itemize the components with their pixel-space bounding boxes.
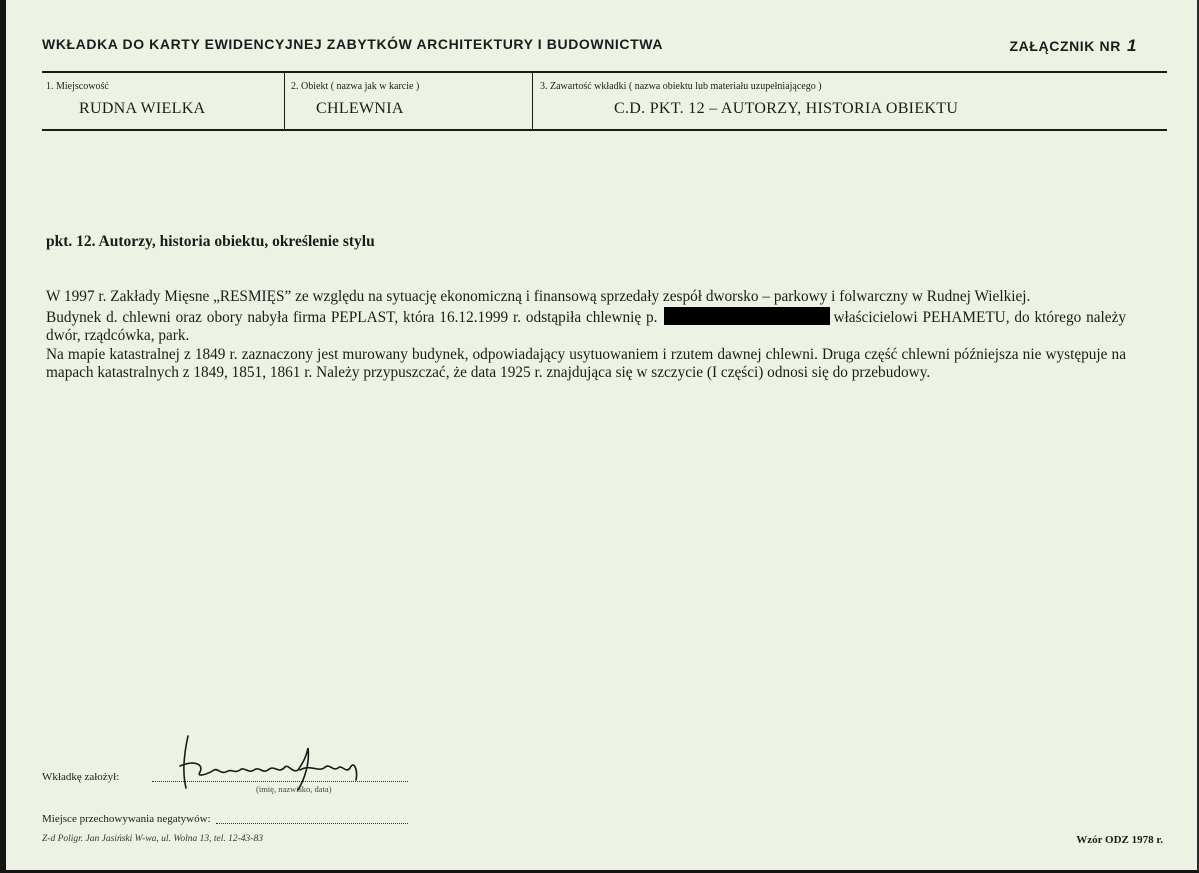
annex-text: ZAŁĄCZNIK NR	[1009, 38, 1121, 54]
annex-number: 1	[1126, 36, 1137, 55]
header-bottom-rule	[42, 129, 1167, 131]
paragraph-cadastral: Na mapie katastralnej z 1849 r. zaznaczony jest murowany budynek, odpowiadający usytuowaniem i rzutem dawnej chlewni. Druga część chlewni późniejsza nie występuje na mapach katastralnych z 1849, 1851, 1861 r. Należy przypuszczać, że data 1925 r. znajdująca się w szczycie (I części) odnosi się do przebudowy.	[46, 345, 1126, 381]
printer-imprint: Z-d Poligr. Jan Jasiński W-wa, ul. Wolna 13, tel. 12-43-83	[42, 834, 263, 844]
form-code: Wzór ODZ 1978 r.	[1076, 834, 1163, 846]
field-label-locality: 1. Miejscowość	[46, 81, 109, 92]
paragraph-purchase-start: Budynek d. chlewni oraz obory nabyła firma PEPLAST, która 16.12.1999 r. odstąpiła chlewnię p.	[46, 308, 658, 326]
field-value-locality: RUDNA WIELKA	[79, 100, 206, 117]
negatives-line	[216, 813, 408, 824]
prepared-by-sublabel: (imię, nazwisko, data)	[256, 784, 332, 794]
handwritten-signature	[174, 734, 364, 794]
header-top-rule	[42, 71, 1167, 73]
negatives-label: Miejsce przechowywania negatywów:	[42, 813, 211, 825]
field-value-object: CHLEWNIA	[316, 100, 404, 117]
paragraph-purchase	[46, 307, 1126, 346]
field-value-content: C.D. PKT. 12 – AUTORZY, HISTORIA OBIEKTU	[614, 100, 959, 117]
field-divider-2	[532, 73, 533, 129]
field-label-content: 3. Zawartość wkładki ( nazwa obiektu lub materiału uzupełniającego )	[540, 81, 822, 92]
section-title: pkt. 12. Autorzy, historia obiektu, określenie stylu	[46, 233, 375, 250]
paragraph-sale: W 1997 r. Zakłady Mięsne „RESMIĘS” ze względu na sytuację ekonomiczną i finansową sprzedały zespół dworsko – parkowy i folwarczny w Rudnej Wielkiej.	[46, 288, 1031, 305]
field-divider-1	[284, 73, 285, 129]
prepared-by-label: Wkładkę założył:	[42, 771, 120, 783]
history-text	[46, 288, 1126, 383]
redacted-name-block	[664, 307, 830, 325]
field-label-object: 2. Obiekt ( nazwa jak w karcie )	[291, 81, 420, 92]
annex-label	[1010, 36, 1137, 56]
paragraph-purchase-end: właścicielowi PEHAMETU, do którego należy dwór, rządcówka, park.	[46, 308, 1127, 344]
document-title: WKŁADKA DO KARTY EWIDENCYJNEJ ZABYTKÓW ARCHITEKTURY I BUDOWNICTWA	[42, 36, 664, 52]
